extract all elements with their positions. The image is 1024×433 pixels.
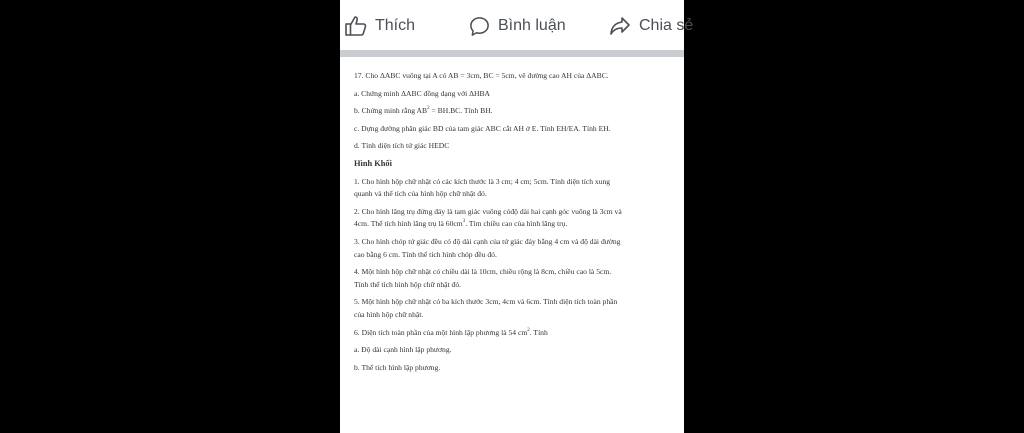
p2-line2-text: 4cm. Thể tích hình lăng trụ là 60cm: [354, 219, 463, 229]
p6-title: [354, 327, 674, 340]
p6-b: b. Thể tích hình lập phương.: [354, 362, 441, 372]
p6-title-rest: . Tính: [529, 327, 548, 337]
exercise-image: [354, 70, 674, 374]
q17-b-sup: 2: [427, 106, 430, 112]
p5-line1: 5. Một hình hộp chữ nhật có ba kích thước 3cm, 4cm và 6cm. Tính diện tích toàn phần: [354, 297, 618, 307]
thumbs-up-icon: [344, 14, 368, 38]
q17-title: 17. Cho ΔABC vuông tại A có AB = 3cm, BC = 5cm, vẽ đường cao AH của ΔABC.: [354, 71, 609, 80]
p4-line2: Tính thể tích hình hộp chữ nhật đó.: [354, 279, 462, 289]
q17-b: [354, 105, 674, 118]
comment-label: Bình luận: [498, 17, 566, 34]
p2-line2: [354, 218, 674, 231]
share-arrow-icon: [608, 14, 632, 38]
p2-line2-sup: 3: [462, 219, 466, 225]
comment-button[interactable]: [468, 6, 566, 46]
post-panel: [340, 0, 694, 433]
q17-d: d. Tính diện tích tứ giác HEDC: [354, 141, 450, 151]
speech-bubble-icon: [468, 15, 491, 38]
like-button[interactable]: [344, 6, 415, 46]
q17-a: a. Chứng minh ΔABC đồng dạng với ΔHBA: [354, 88, 491, 98]
like-label: Thích: [375, 17, 416, 34]
p2-line1: 2. Cho hình lăng trụ đứng đáy là tam giác vuông cóđộ dài hai cạnh góc vuông là 3cm và: [354, 206, 622, 216]
q17-c: c. Dựng đường phân giác BD của tam giác ABC cắt AH ở E. Tính EH/EA. Tính EH.: [354, 123, 611, 133]
q17-b-rest: = BH.BC. Tính BH.: [429, 106, 493, 116]
action-bar: [340, 0, 694, 50]
p6-a: a. Độ dài cạnh hình lập phương.: [354, 345, 452, 355]
share-label: Chia sẻ: [639, 17, 694, 34]
q17-b-text: b. Chứng minh rằng AB: [354, 106, 428, 116]
p1-line1: 1. Cho hình hộp chữ nhật có các kích thước là 3 cm; 4 cm; 5cm. Tính diện tích xung: [354, 176, 611, 186]
section-divider: [340, 50, 684, 57]
p3-line2: cao bằng 6 cm. Tính thể tích hình chóp đều đó.: [354, 249, 497, 259]
p1-line2: quanh và thể tích của hình hộp chữ nhật đó.: [354, 189, 487, 199]
p4-line1: 4. Một hình hộp chữ nhật có chiều dài là 10cm, chiều rộng là 8cm, chiều cao là 5cm.: [354, 267, 612, 277]
p6-title-sup: 2: [527, 327, 530, 333]
section-heading: Hình Khối: [354, 158, 392, 168]
p5-line2: của hình hộp chữ nhật.: [354, 309, 424, 319]
p3-line1: 3. Cho hình chóp tứ giác đều có độ dài cạnh của tứ giác đáy bằng 4 cm và độ dài đường: [354, 236, 621, 246]
share-button[interactable]: [608, 6, 693, 46]
p2-line2-rest: . Tìm chiều cao của hình lăng trụ.: [465, 219, 568, 229]
p6-title-text: 6. Diện tích toàn phần của một hình lập phương là 54 cm: [354, 327, 528, 337]
